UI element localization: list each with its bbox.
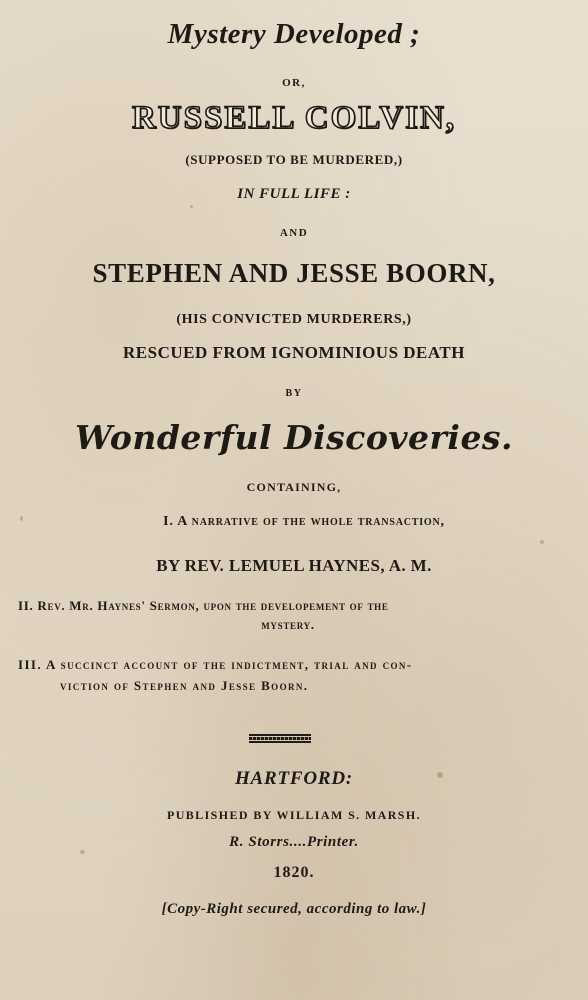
by-connector: BY xyxy=(285,388,303,399)
contents-item-2-line-1: II. Rev. Mr. Haynes' Sermon, upon the developement of the xyxy=(18,598,389,613)
contents-item-3-line-2: viction of Stephen and Jesse Boorn. xyxy=(60,678,309,693)
book-title: Mystery Developed ; xyxy=(167,18,421,50)
imprint-publisher: PUBLISHED BY WILLIAM S. MARSH. xyxy=(166,808,422,822)
contents-item-3 xyxy=(18,654,538,696)
copyright-notice: [Copy-Right secured, according to law.] xyxy=(161,901,427,917)
discoveries-heading: Wonderful Discoveries. xyxy=(74,418,514,457)
contents-item-2 xyxy=(18,596,558,634)
contents-item-2-line-2: mystery. xyxy=(261,617,315,632)
full-life-line: IN FULL LIFE : xyxy=(237,186,351,202)
subject-name: RUSSELL COLVIN, xyxy=(131,100,457,136)
imprint-printer: R. Storrs....Printer. xyxy=(229,834,359,850)
imprint-city: HARTFORD: xyxy=(234,768,354,789)
ornamental-rule xyxy=(249,734,311,744)
foxing-spot xyxy=(80,850,85,854)
accused-names: STEPHEN AND JESSE BOORN, xyxy=(92,258,496,288)
foxing-spot xyxy=(190,205,193,208)
foxing-spot xyxy=(437,772,443,778)
or-connector: OR, xyxy=(282,77,306,89)
foxing-spot xyxy=(540,540,544,544)
contents-item-1: I. A narrative of the whole transaction, xyxy=(163,514,445,529)
convicted-note: (HIS CONVICTED MURDERERS,) xyxy=(176,312,412,327)
rescued-line: RESCUED FROM IGNOMINIOUS DEATH xyxy=(123,343,465,362)
author-line: BY REV. LEMUEL HAYNES, A. M. xyxy=(156,556,432,575)
contents-item-3-line-1: III. A succinct account of the indictment, trial and con- xyxy=(18,657,413,672)
foxing-spot xyxy=(20,516,23,521)
supposed-note: (SUPPOSED TO BE MURDERED,) xyxy=(185,152,403,167)
containing-label: CONTAINING, xyxy=(246,480,342,494)
and-connector: AND xyxy=(279,227,309,239)
imprint-year: 1820. xyxy=(273,864,315,881)
